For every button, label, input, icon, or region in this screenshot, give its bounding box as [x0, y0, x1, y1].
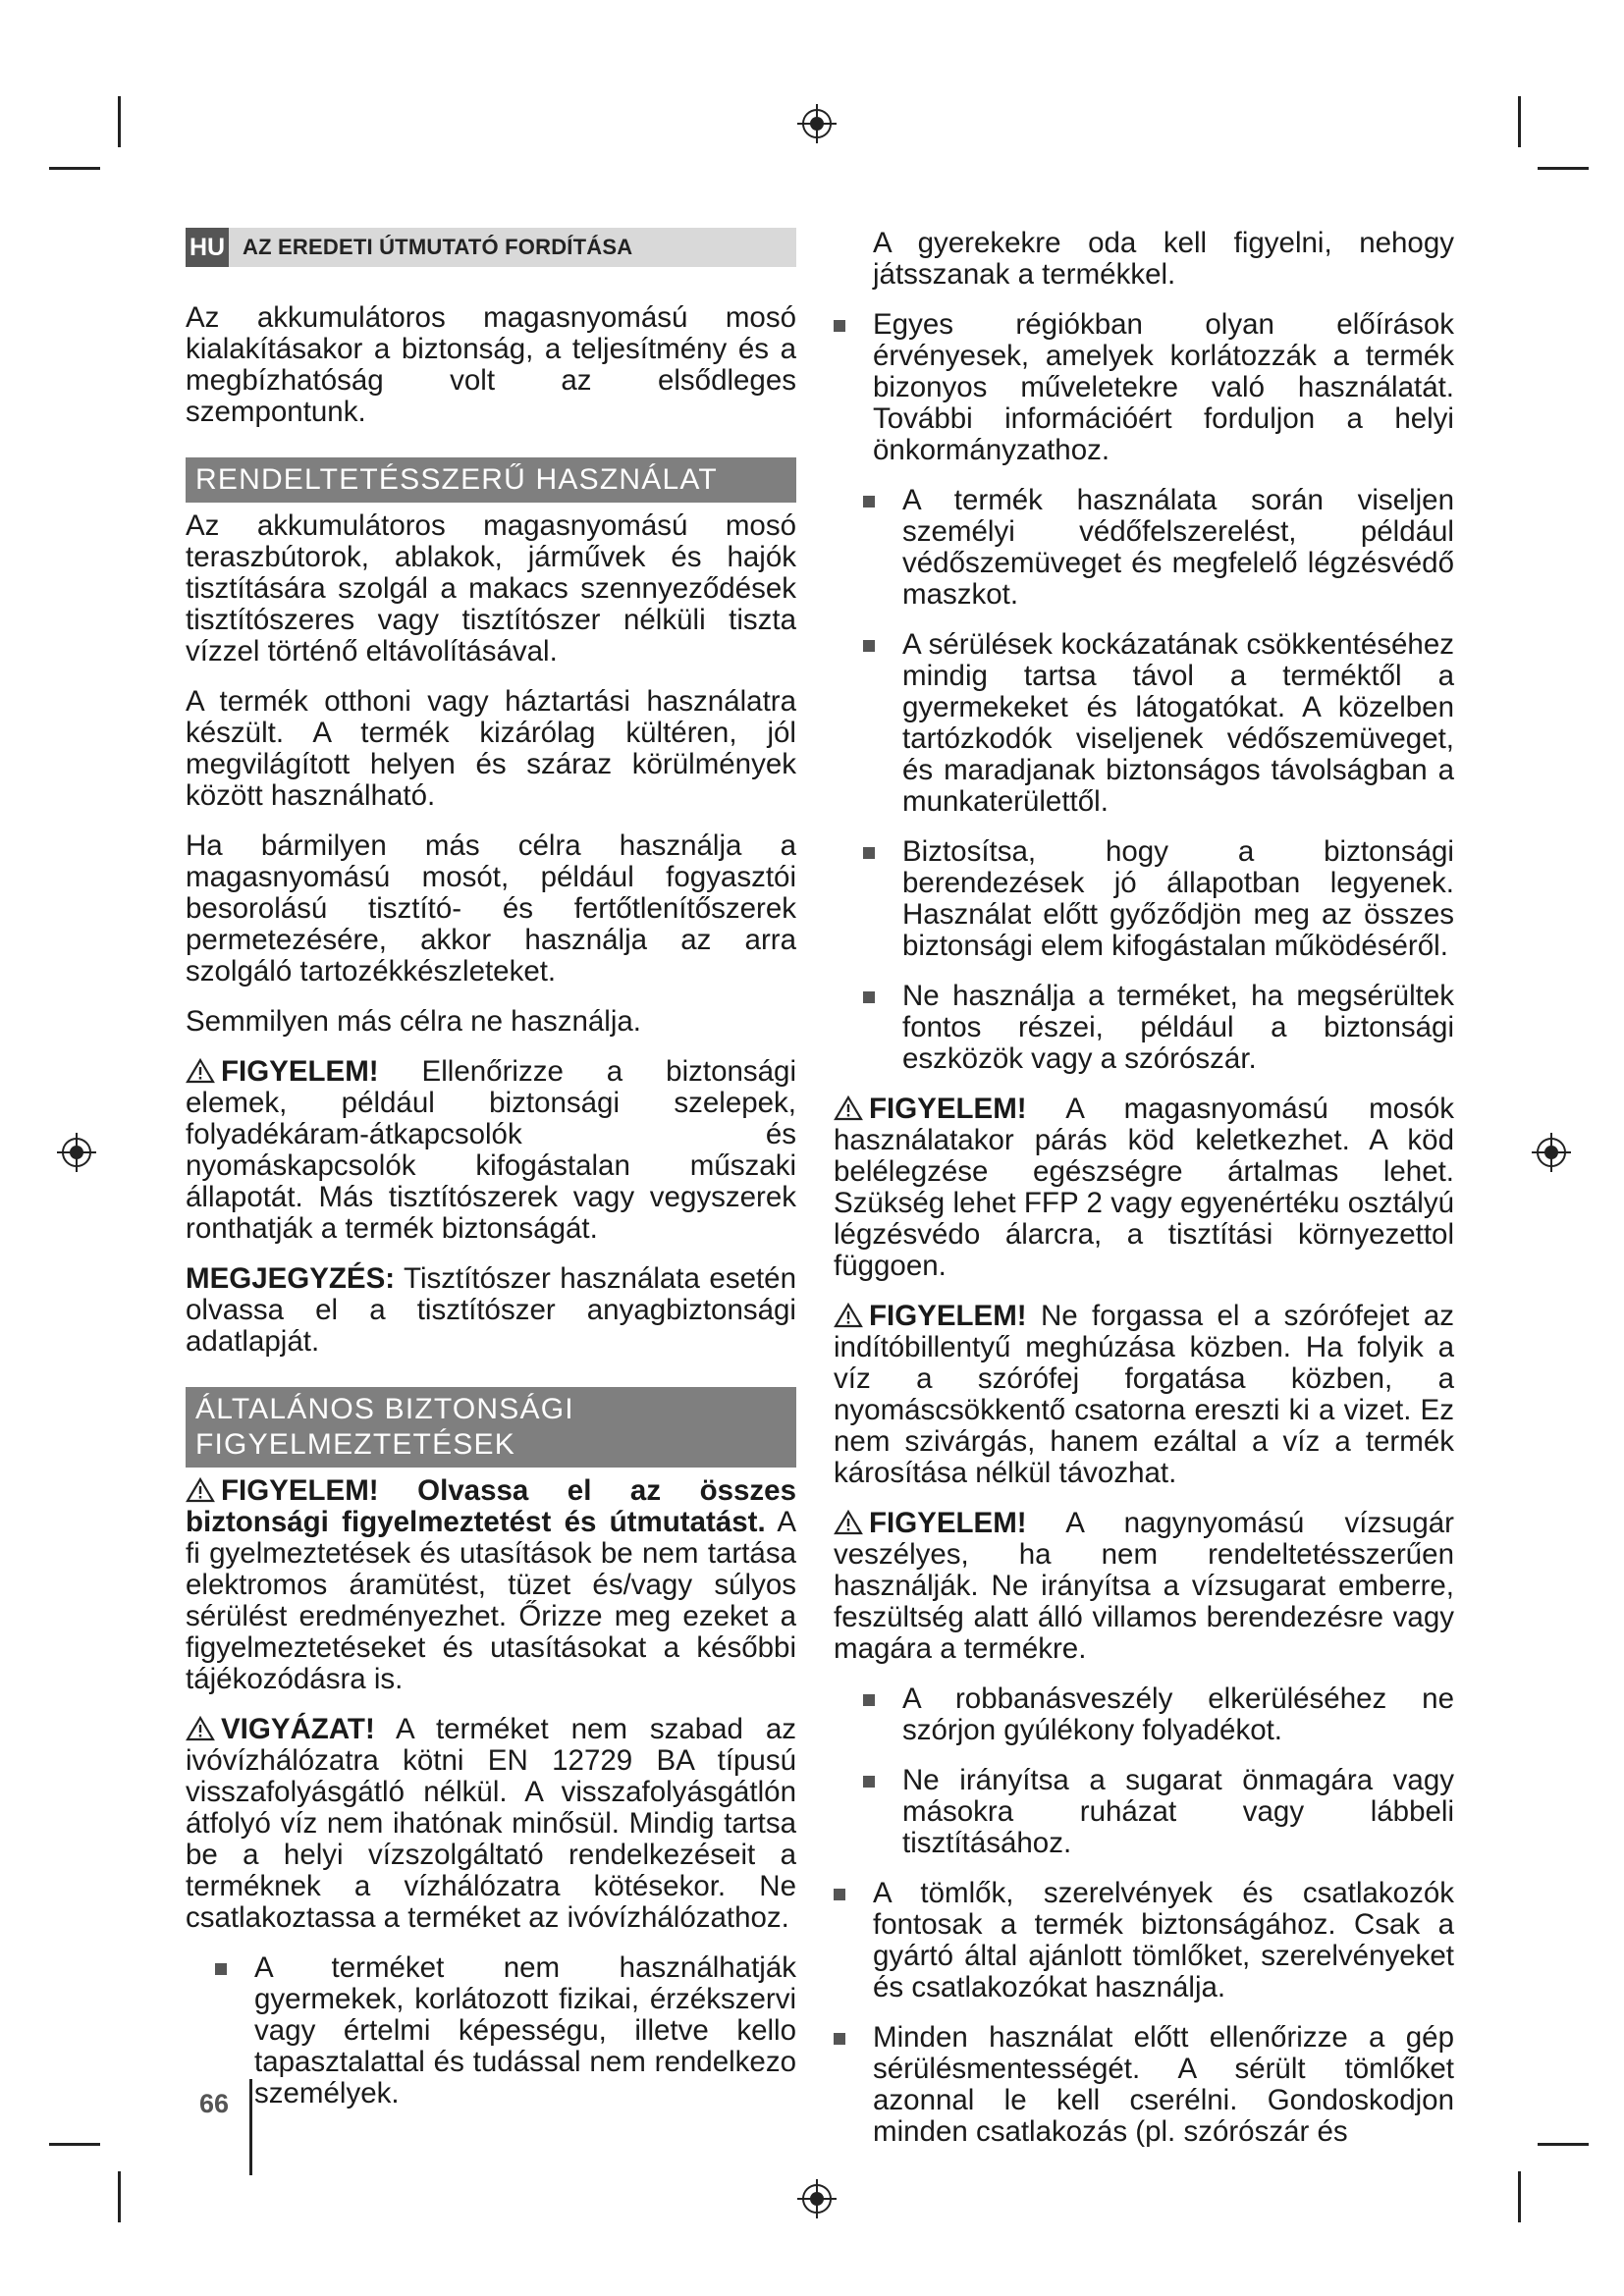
paragraph: Az akkumulátoros magasnyomású mosó teraszbútorok, ablakok, járművek és hajók tisztítására szolgál a makacs szennyeződések tisztítószeres vagy tisztítószer nélküli tiszta vízzel történő eltávolításával.	[186, 509, 796, 667]
bullet-text: A termék használata során viseljen személyi védőfelszerelést, például védőszemüveget és megfelelő légzésvédő maszkot.	[902, 484, 1454, 611]
crop-mark	[49, 2143, 100, 2146]
caution-label: VIGYÁZAT!	[221, 1713, 375, 1745]
crop-mark	[1518, 2171, 1521, 2222]
square-bullet-icon	[215, 1963, 227, 1975]
warning-triangle-icon	[186, 1477, 215, 1503]
bullet-item	[863, 485, 1454, 611]
note-text: Tisztítószer használata esetén olvassa el a tisztítószer anyagbiztonsági adatlapját.	[186, 1262, 796, 1358]
bullet-item	[834, 309, 1454, 466]
square-bullet-icon	[863, 496, 875, 507]
caution-text: A terméket nem szabad az ivóvízhálózatra kötni EN 12729 BA típusú visszafolyásgátló nélkül. A visszafolyásgátlón átfolyó víz nem ihatónak minősül. Mindig tartsa be a helyi vízszolgáltató rendelkezéseit a terméknek a vízhálózatra kötésekor. Ne csatlakoztassa a terméket az ivóvízhálózathoz.	[186, 1713, 796, 1934]
crop-mark	[1538, 167, 1589, 170]
warning-triangle-icon	[834, 1510, 863, 1535]
square-bullet-icon	[863, 1694, 875, 1706]
crop-mark	[1538, 2143, 1589, 2146]
bullet-text: Minden használat előtt ellenőrizze a gép sérülésmentességét. A sérült tömlőket azonnal le kell cserélni. Gondoskodjon minden csatlakozás (pl. szórószár és	[873, 2021, 1454, 2148]
warning-text: A magasnyomású mosók használatakor párás köd keletkezhet. A köd belélegzése egészségre ártalmas lehet. Szükség lehet FFP 2 vagy egyenértéku osztályú légzésvédo álarcra, a tisztítási környezettol függoen.	[834, 1093, 1454, 1282]
square-bullet-icon	[863, 1776, 875, 1788]
square-bullet-icon	[834, 2033, 845, 2045]
warning-text: Ellenőrizze a biztonsági elemek, például biztonsági szelepek, folyadékáram-átkapcsolók és nyomáskapcsolók kifogástalan műszaki állapotát. Más tisztítószerek vagy vegyszerek ronthatják a termék biztonságát.	[186, 1055, 796, 1245]
crop-mark	[1518, 96, 1521, 147]
bullet-item	[863, 1765, 1454, 1859]
caution-paragraph	[186, 1714, 796, 1934]
warning-paragraph	[186, 1475, 796, 1695]
warning-label: FIGYELEM!	[869, 1507, 1027, 1539]
paragraph: A termék otthoni vagy háztartási használatra készült. A termék kizárólag kültéren, jól megvilágított helyen és száraz körülmények között használható.	[186, 685, 796, 812]
bullet-item	[834, 2022, 1454, 2148]
warning-label: FIGYELEM!	[869, 1093, 1027, 1125]
warning-paragraph	[834, 1508, 1454, 1665]
bullet-text: Egyes régiókban olyan előírások érvényesek, amelyek korlátozzák a termék bizonyos műveletekre való használatát. További információért forduljon a helyi önkormányzathoz.	[873, 308, 1454, 466]
bullet-item	[834, 1878, 1454, 2003]
warning-text: A fi gyelmeztetések és utasítások be nem tartása elektromos áramütést, tüzet és/vagy súlyos sérülést eredményezhet. Őrizze meg ezeket a figyelmeztetéseket és utasításokat a későbbi tájékozódásra is.	[186, 1506, 796, 1695]
paragraph: Semmilyen más célra ne használja.	[186, 1005, 642, 1038]
square-bullet-icon	[863, 847, 875, 859]
bullet-text: Ne használja a terméket, ha megsérültek fontos részei, például a biztonsági eszközök vagy a szórószár.	[902, 980, 1454, 1075]
bullet-text: A terméket nem használhatják gyermekek, korlátozott fizikai, érzékszervi vagy értelmi képességu, illetve kello tapasztalattal és tudással nem rendelkezo személyek.	[254, 1951, 796, 2109]
crop-mark	[118, 2171, 121, 2222]
intro-paragraph: Az akkumulátoros magasnyomású mosó kialakításakor a biztonság, a teljesítmény és a megbízhatóság volt az elsődleges szempontunk.	[186, 301, 796, 428]
page-number-rule	[249, 2079, 252, 2175]
bullet-item	[863, 629, 1454, 818]
warning-triangle-icon	[834, 1095, 863, 1121]
warning-text: A nagynyomású vízsugár veszélyes, ha nem rendeltetésszerűen használják. Ne irányítsa a vízsugarat emberre, feszültség alatt álló villamos berendezésre vagy magára a termékre.	[834, 1507, 1454, 1665]
square-bullet-icon	[863, 991, 875, 1003]
warning-triangle-icon	[186, 1058, 215, 1084]
crop-mark	[49, 167, 100, 170]
crop-mark	[118, 96, 121, 147]
warning-label: FIGYELEM!	[869, 1300, 1027, 1332]
bullet-text: A robbanásveszély elkerüléséhez ne szórjon gyúlékony folyadékot.	[902, 1682, 1454, 1746]
warning-paragraph	[186, 1056, 796, 1245]
bullet-item	[863, 981, 1454, 1075]
translation-title: AZ EREDETI ÚTMUTATÓ FORDÍTÁSA	[243, 235, 633, 259]
bullet-item	[863, 836, 1454, 962]
note-label: MEGJEGYZÉS:	[186, 1262, 396, 1295]
warning-paragraph	[834, 1301, 1454, 1489]
registration-mark-icon	[795, 102, 839, 145]
square-bullet-icon	[834, 320, 845, 332]
section-heading-intended-use: RENDELTETÉSSZERŰ HASZNÁLAT	[186, 457, 796, 503]
warning-label: FIGYELEM!	[221, 1055, 379, 1088]
right-column	[834, 228, 1454, 2166]
page-number: 66	[199, 2089, 230, 2118]
section-heading-general-safety: ÁLTALÁNOS BIZTONSÁGI FIGYELMEZTETÉSEK	[186, 1387, 796, 1468]
registration-mark-icon	[795, 2177, 839, 2220]
square-bullet-icon	[863, 640, 875, 652]
warning-triangle-icon	[834, 1303, 863, 1328]
warning-paragraph	[834, 1094, 1454, 1282]
bullet-item	[215, 1952, 796, 2109]
bullet-text: A sérülések kockázatának csökkentéséhez mindig tartsa távol a terméktől a gyermekeket és látogatókat. A közelben tartózkodók viseljenek védőszemüveget, és maradjanak biztonságos távolságban a munkaterülettől.	[902, 628, 1454, 818]
note-paragraph	[186, 1263, 796, 1358]
bullet-text: Biztosítsa, hogy a biztonsági berendezések jó állapotban legyenek. Használat előtt győződjön meg az összes biztonsági elem kifogástalan működéséről.	[902, 835, 1454, 962]
paragraph: Ha bármilyen más célra használja a magasnyomású mosót, például fogyasztói besorolású tisztító- és fertőtlenítőszerek permetezésére, akkor használja az arra szolgáló tartozékkészleteket.	[186, 829, 796, 988]
registration-mark-icon	[55, 1131, 98, 1174]
bullet-item	[863, 1683, 1454, 1746]
bullet-text: A tömlők, szerelvények és csatlakozók fontosak a termék biztonságához. Csak a gyártó által ajánlott tömlőket, szerelvényeket és csatlakozókat használja.	[873, 1877, 1454, 2003]
continued-text: A gyerekekre oda kell figyelni, nehogy játsszanak a termékkel.	[873, 227, 1454, 291]
warning-text: Ne forgassa el a szórófejet az indítóbillentyű meghúzása közben. Ha folyik a víz a szórófej forgatása közben, a nyomáscsökkentő csatorna ereszti ki a vizet. Ez nem szivárgás, hanem ezáltal a víz a termék károsítása nélkül távozhat.	[834, 1300, 1454, 1489]
left-column	[186, 228, 796, 2128]
language-code-badge: HU	[186, 228, 229, 267]
warning-label: FIGYELEM! Olvassa el az összes biztonsági figyelmeztetést és útmutatást.	[186, 1474, 796, 1538]
registration-mark-icon	[1530, 1131, 1573, 1174]
language-header-bar	[186, 228, 796, 267]
warning-triangle-icon	[186, 1716, 215, 1741]
square-bullet-icon	[834, 1889, 845, 1900]
bullet-text: Ne irányítsa a sugarat önmagára vagy másokra ruházat vagy lábbeli tisztításához.	[902, 1764, 1454, 1859]
